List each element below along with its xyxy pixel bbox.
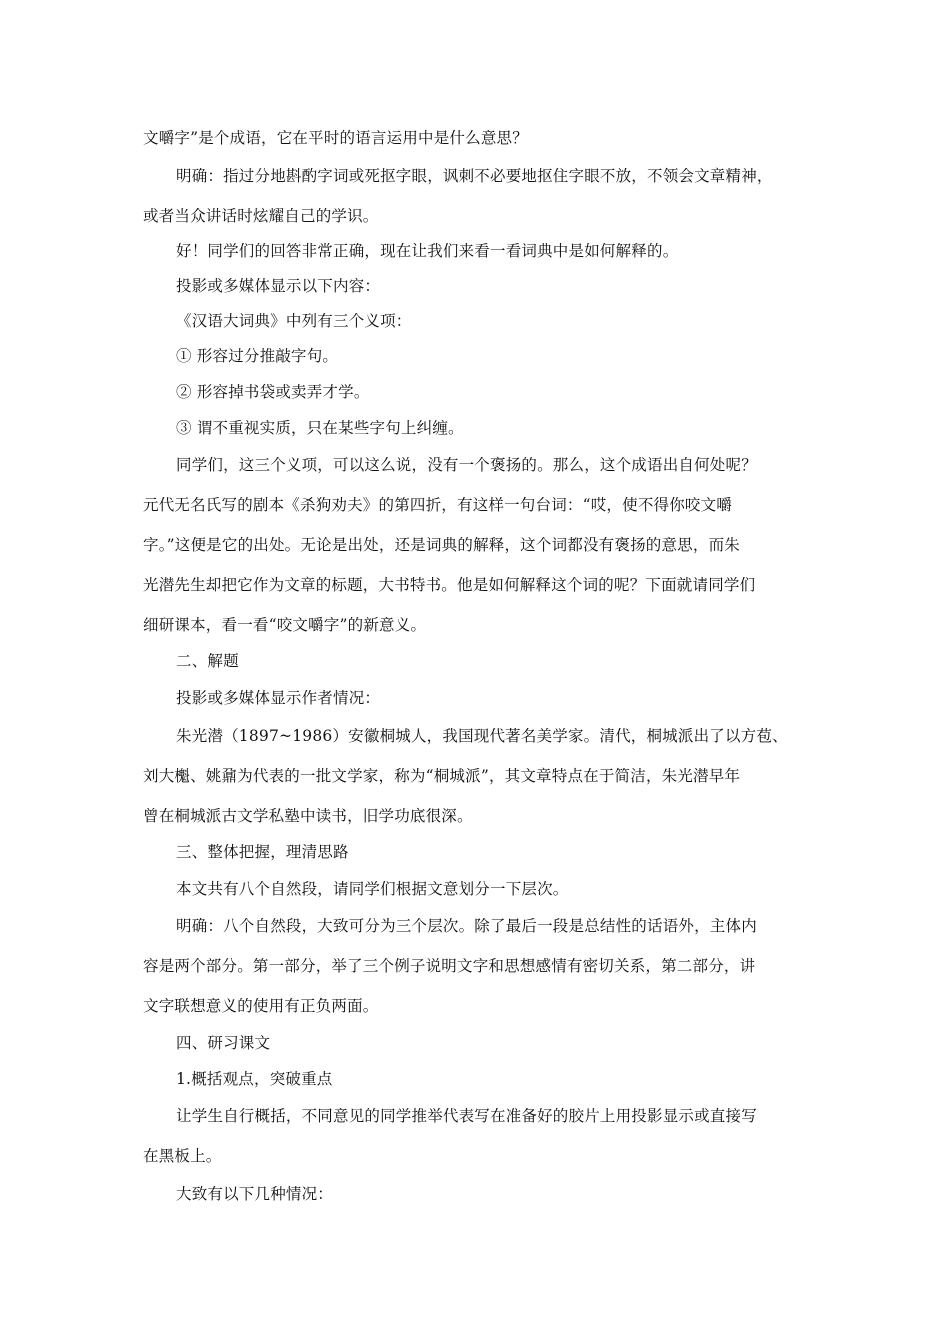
section-heading: 三、整体把握，理清思路 — [176, 843, 349, 861]
text-line: 或者当众讲话时炫耀自己的学识。 — [143, 207, 379, 225]
text-line: 同学们，这三个义项，可以这么说，没有一个褒扬的。那么，这个成语出自何处呢？ — [176, 456, 757, 474]
text-line: 在黑板上。 — [143, 1147, 222, 1165]
section-heading: 四、研习课文 — [176, 1034, 271, 1052]
subsection-heading: 1.概括观点，突破重点 — [176, 1070, 333, 1088]
text-line: 细研课本，看一看“咬文嚼字”的新意义。 — [143, 616, 427, 634]
text-line: ② 形容掉书袋或卖弄才学。 — [176, 383, 370, 401]
text-line: 朱光潜（1897~1986）安徽桐城人，我国现代著名美学家。清代，桐城派出了以方苞、 — [176, 727, 788, 745]
text-line: 本文共有八个自然段，请同学们根据文意划分一下层次。 — [176, 880, 569, 898]
text-line: 投影或多媒体显示作者情况： — [176, 689, 381, 707]
text-line: 文嚼字”是个成语，它在平时的语言运用中是什么意思？ — [143, 129, 528, 147]
text-line: 大致有以下几种情况： — [176, 1185, 334, 1203]
text-line: 容是两个部分。第一部分，举了三个例子说明文字和思想感情有密切关系，第二部分，讲 — [143, 957, 756, 975]
text-line: 让学生自行概括，不同意见的同学推举代表写在准备好的胶片上用投影显示或直接写 — [176, 1107, 757, 1125]
text-line: 光潜先生却把它作为文章的标题，大书特书。他是如何解释这个词的呢？下面就请同学们 — [143, 576, 756, 594]
text-line: 好！同学们的回答非常正确，现在让我们来看一看词典中是如何解释的。 — [176, 242, 679, 260]
text-line: 元代无名氏写的剧本《杀狗劝夫》的第四折，有这样一句台词：“哎，使不得你咬文嚼 — [143, 496, 733, 514]
text-line: ③ 谓不重视实质，只在某些字句上纠缠。 — [176, 419, 464, 437]
text-line: 《汉语大词典》中列有三个义项： — [176, 312, 412, 330]
text-line: 刘大櫆、姚鼐为代表的一批文学家，称为“桐城派”，其文章特点在于简洁，朱光潜早年 — [143, 767, 741, 785]
text-line: 投影或多媒体显示以下内容： — [176, 277, 381, 295]
text-line: 字。”这便是它的出处。无论是出处，还是词典的解释，这个词都没有褒扬的意思，而朱 — [143, 536, 740, 554]
text-line: 明确：指过分地斟酌字词或死抠字眼，讽刺不必要地抠住字眼不放，不领会文章精神， — [176, 167, 773, 185]
section-heading: 二、解题 — [176, 652, 239, 670]
text-line: 明确：八个自然段，大致可分为三个层次。除了最后一段是总结性的话语外，主体内 — [176, 917, 757, 935]
text-line: 文字联想意义的使用有正负两面。 — [143, 997, 379, 1015]
text-line: 曾在桐城派古文学私塾中读书，旧学功底很深。 — [143, 807, 473, 825]
text-line: ① 形容过分推敲字句。 — [176, 347, 339, 365]
